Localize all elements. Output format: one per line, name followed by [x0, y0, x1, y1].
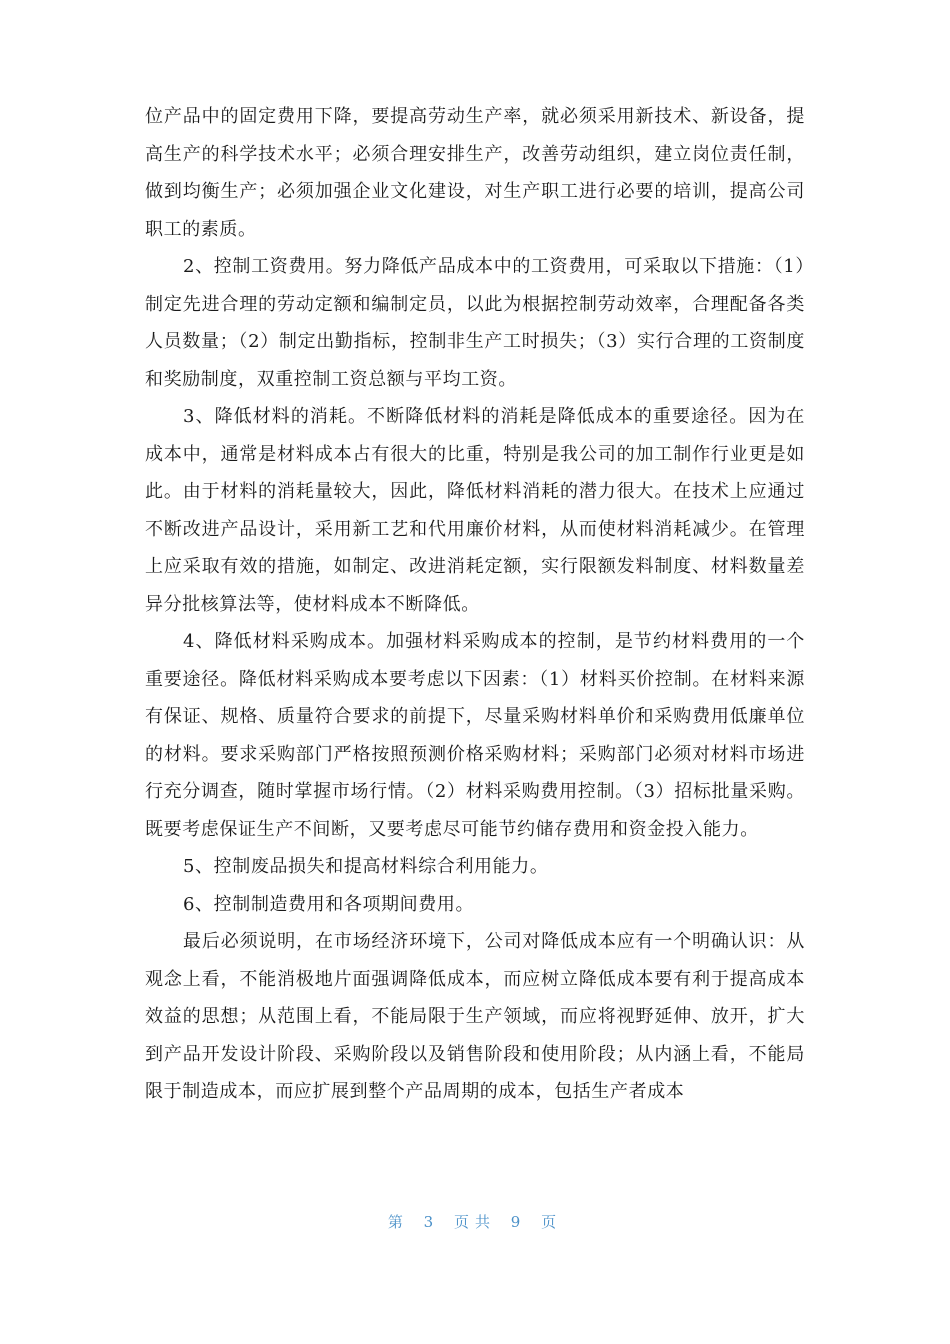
paragraph-material-procurement: 4、降低材料采购成本。加强材料采购成本的控制，是节约材料费用的一个重要途径。降低材料采购成本要考虑以下因素：（1）材料买价控制。在材料来源有保证、规格、质量符合要求的前提下，尽量采购材料单价和采购费用低廉单位的材料。要求采购部门严格按照预测价格采购材料；采购部门必须对材料市场进行充分调查，随时掌握市场行情。（2）材料采购费用控制。（3）招标批量采购。既要考虑保证生产不间断，又要考虑尽可能节约储存费用和资金投入能力。	[145, 631, 805, 840]
document-body	[145, 98, 805, 1111]
paragraph-conclusion: 最后必须说明，在市场经济环境下，公司对降低成本应有一个明确认识：从观念上看，不能消极地片面强调降低成本，而应树立降低成本要有利于提高成本效益的思想；从范围上看，不能局限于生产领域，而应将视野延伸、放开，扩大到产品开发设计阶段、采购阶段以及销售阶段和使用阶段；从内涵上看，不能局限于制造成本，而应扩展到整个产品周期的成本，包括生产者成本	[145, 931, 805, 1102]
paragraph-continuation: 位产品中的固定费用下降，要提高劳动生产率，就必须采用新技术、新设备，提高生产的科学技术水平；必须合理安排生产，改善劳动组织，建立岗位责任制，做到均衡生产；必须加强企业文化建设，对生产职工进行必要的培训，提高公司职工的素质。	[145, 106, 805, 240]
paragraph-wage-cost: 2、控制工资费用。努力降低产品成本中的工资费用，可采取以下措施：（1）制定先进合理的劳动定额和编制定员，以此为根据控制劳动效率，合理配备各类人员数量；（2）制定出勤指标，控制非生产工时损失；（3）实行合理的工资制度和奖励制度，双重控制工资总额与平均工资。	[145, 256, 805, 390]
paragraph-overhead-control: 6、控制制造费用和各项期间费用。	[183, 893, 475, 915]
page-number-footer: 第 3 页共 9 页	[387, 1213, 563, 1231]
paragraph-waste-control: 5、控制废品损失和提高材料综合利用能力。	[183, 856, 549, 877]
paragraph-material-consumption: 3、降低材料的消耗。不断降低材料的消耗是降低成本的重要途径。因为在成本中，通常是材料成本占有很大的比重，特别是我公司的加工制作行业更是如此。由于材料的消耗量较大，因此，降低材料消耗的潜力很大。在技术上应通过不断改进产品设计，采用新工艺和代用廉价材料，从而使材料消耗减少。在管理上应采取有效的措施，如制定、改进消耗定额，实行限额发料制度、材料数量差异分批核算法等，使材料成本不断降低。	[145, 406, 805, 615]
